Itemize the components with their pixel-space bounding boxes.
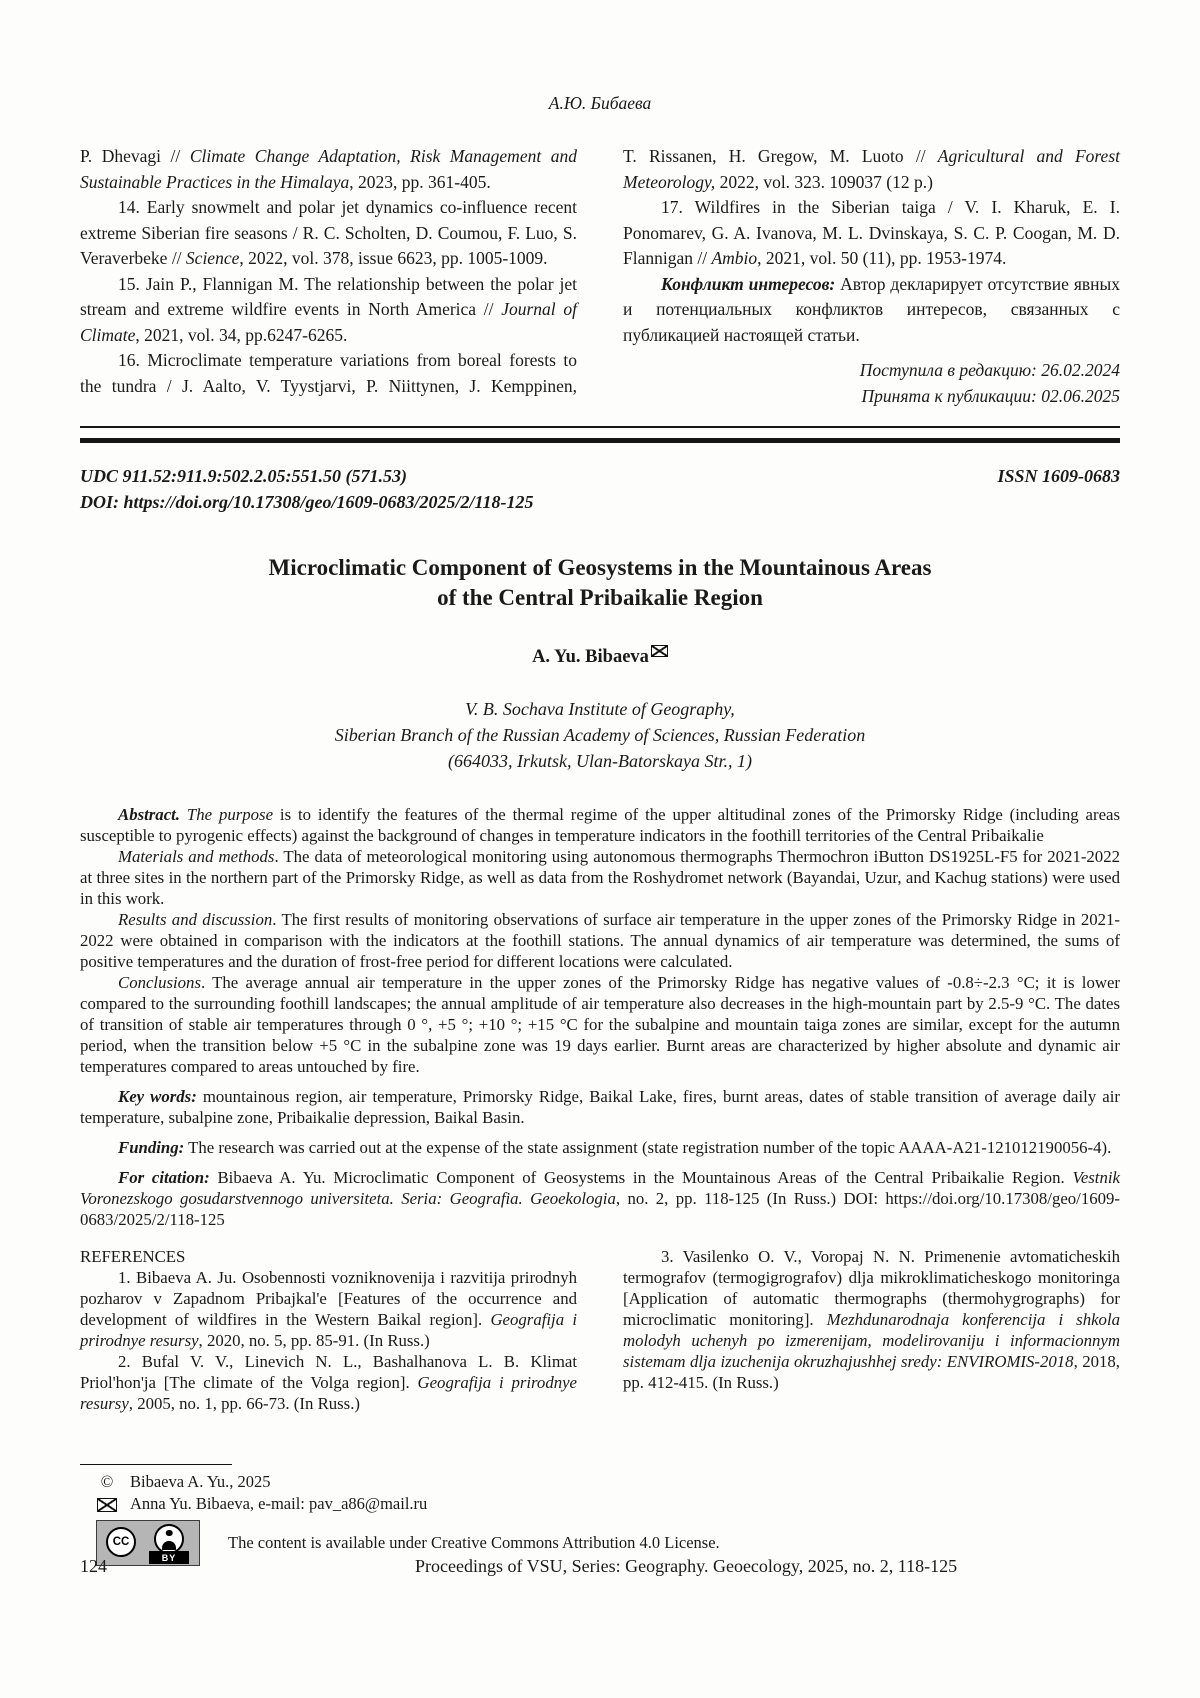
references-heading: REFERENCES bbox=[80, 1247, 186, 1266]
citation-note: For citation: Bibaeva A. Yu. Microclimatic Component of Geosystems in the Mountainous Areas of the Central Pribaikalie Region. Vestnik Voronezskogo gosudarstvennogo universiteta. Seria: Geografia. Geoekologia, no. 2, pp. 118-125 (In Russ.) DOI: https://doi.org/10.17308/geo/1609-0683/2025/2/118-125 bbox=[80, 1168, 1120, 1229]
article-meta bbox=[80, 463, 1120, 515]
reference-item: 17. Wildfires in the Siberian taiga / V. I. Kharuk, E. I. Ponomarev, G. A. Ivanova, M. L. Dvinskaya, S. C. P. Coogan, M. D. Flannigan // Ambio, 2021, vol. 50 (11), pp. 1953-1974. bbox=[623, 197, 1120, 268]
author-name: A. Yu. Bibaeva bbox=[532, 647, 649, 667]
issn-code: ISSN 1609-0683 bbox=[997, 466, 1120, 486]
affiliation-line: V. B. Sochava Institute of Geography, bbox=[465, 699, 735, 719]
copyright-text: Bibaeva A. Yu., 2025 bbox=[130, 1472, 271, 1491]
abstract-materials: Materials and methods. The data of meteorological monitoring using autonomous thermographs Thermochron iButton DS1925L-F5 for 2021-2022 at three sites in the northern part of the Primorsky Ridge, as well as data from the Roshydromet network (Bayandai, Uzur, and Kachug stations) were used in this work. bbox=[80, 847, 1120, 908]
reference-item: 1. Bibaeva A. Ju. Osobennosti vozniknovenija i razvitija prirodnyh pozharov v Zapadnom Pribajkal'e [Features of the occurrence and development of wildfires in the Western Baikal region]. Geografija i prirodnye resursy, 2020, no. 5, pp. 85-91. (In Russ.) bbox=[80, 1268, 577, 1350]
accepted-date: Принята к публикации: 02.06.2025 bbox=[861, 385, 1120, 406]
by-label: BY bbox=[149, 1551, 189, 1564]
corresponding-author-envelope-icon bbox=[651, 645, 668, 657]
author-line bbox=[80, 647, 1120, 668]
reference-item: 3. Vasilenko O. V., Voropaj N. N. Primenenie avtomaticheskih termografov (termogigrografov) dlja mikroklimaticheskogo monitoringa [Application of automatic thermographs (thermohygrographs) for microclimatic monitoring]. Mezhdunarodnaja konferencija i shkola molodyh uchenyh po izmerenijam, modelirovaniju i informacionnym sistemam dlja izuchenija okruzhajushhej sredy: ENVIROMIS-2018, 2018, pp. 412-415. (In Russ.) bbox=[623, 1247, 1120, 1392]
right-column bbox=[623, 144, 1120, 409]
footnote-block bbox=[80, 1464, 720, 1566]
references-left-column bbox=[80, 1246, 577, 1414]
left-column bbox=[80, 144, 577, 409]
abstract-section bbox=[80, 804, 1120, 1230]
footnote-rule bbox=[80, 1464, 232, 1465]
affiliation bbox=[80, 696, 1120, 774]
reference-item: 15. Jain P., Flannigan M. The relationship between the polar jet stream and extreme wildfire events in North America // Journal of Climate, 2021, vol. 34, pp.6247-6265. bbox=[80, 273, 577, 345]
reference-item: 2. Bufal V. V., Linevich N. L., Bashalhanova L. B. Klimat Priol'hon'ja [The climate of the Volga region]. Geografija i prirodnye resursy, 2005, no. 1, pp. 66-73. (In Russ.) bbox=[80, 1352, 578, 1413]
reference-item: 14. Early snowmelt and polar jet dynamics co-influence recent extreme Siberian fire seasons / R. C. Scholten, D. Coumou, F. Luo, S. Veraverbeke // Science, 2022, vol. 378, issue 6623, pp. 1005-1009. bbox=[80, 197, 577, 268]
doi-line: DOI: https://doi.org/10.17308/geo/1609-0683/2025/2/118-125 bbox=[80, 492, 534, 512]
abstract-purpose: Abstract. The purpose is to identify the features of the thermal regime of the upper altitudinal zones of the Primorsky Ridge (including areas susceptible to pyrogenic effects) against the background of changes in temperature indicators in the foothill territories of the Central Pribaikalie bbox=[80, 805, 1120, 845]
abstract-results: Results and discussion. The first results of monitoring observations of surface air temperature in the upper zones of the Primorsky Ridge in 2021-2022 were obtained in comparison with the indicators at the foothill stations. The annual dynamics of air temperature was determined, the sums of positive temperatures and the duration of frost-free period for different locations were calculated. bbox=[80, 910, 1120, 971]
references-right-column bbox=[623, 1246, 1120, 1414]
running-head: А.Ю. Бибаева bbox=[548, 93, 652, 113]
udc-code: UDC 911.52:911.9:502.2.05:551.50 (571.53) bbox=[80, 466, 407, 486]
section-divider-rule bbox=[80, 426, 1120, 443]
email-line bbox=[80, 1493, 720, 1515]
reference-item: P. Dhevagi // Climate Change Adaptation, Risk Management and Sustainable Practices in the Himalaya, 2023, pp. 361-405. bbox=[80, 146, 577, 192]
reference-item: T. Rissanen, H. Gregow, M. Luoto // Agricultural and Forest Meteorology, 2022, vol. 323. 109037 (12 p.) bbox=[623, 146, 1120, 192]
funding-note: Funding: The research was carried out at the expense of the state assignment (state registration number of the topic AAAA-A21-121012190056-4). bbox=[118, 1138, 1112, 1157]
affiliation-line: (664033, Irkutsk, Ulan-Batorskaya Str., 1) bbox=[448, 751, 752, 771]
copyright-line bbox=[80, 1471, 720, 1493]
article-title bbox=[80, 553, 1120, 613]
keywords: Key words: mountainous region, air temperature, Primorsky Ridge, Baikal Lake, fires, burnt areas, dates of stable transition of average daily air temperature, subalpine zone, Pribaikalie depression, Baikal Basin. bbox=[80, 1087, 1120, 1127]
page-number: 124 bbox=[80, 1556, 107, 1576]
envelope-icon bbox=[97, 1498, 117, 1512]
cc-icon: CC bbox=[106, 1527, 136, 1557]
title-line: Microclimatic Component of Geosystems in the Mountainous Areas bbox=[268, 555, 932, 580]
references-section bbox=[80, 1246, 1120, 1414]
conflict-of-interest-note: Конфликт интересов: Автор декларирует отсутствие явных и потенциальных конфликтов интересов, связанных с публикацией настоящей статьи. bbox=[623, 273, 1120, 345]
journal-footer-line: Proceedings of VSU, Series: Geography. Geoecology, 2025, no. 2, 118-125 bbox=[415, 1556, 958, 1576]
received-date: Поступила в редакцию: 26.02.2024 bbox=[859, 360, 1120, 380]
title-line: of the Central Pribaikalie Region bbox=[437, 585, 763, 610]
reference-item: 16. Microclimate temperature variations from boreal forests to the tundra / J. Aalto, V. Tyystjarvi, P. Niittynen, J. Kemppinen, bbox=[80, 350, 577, 396]
license-text: The content is available under Creative Commons Attribution 4.0 License. bbox=[228, 1533, 720, 1552]
article-dates bbox=[623, 358, 1120, 409]
cc-by-badge bbox=[96, 1520, 200, 1566]
affiliation-line: Siberian Branch of the Russian Academy of Sciences, Russian Federation bbox=[334, 725, 866, 745]
top-references-section bbox=[80, 144, 1120, 409]
email-text: Anna Yu. Bibaeva, e-mail: pav_a86@mail.ru bbox=[130, 1494, 428, 1513]
abstract-conclusions: Conclusions. The average annual air temperature in the upper zones of the Primorsky Ridge has negative values of -0.8÷-2.3 °C; it is lower compared to the surrounding foothill landscapes; the annual amplitude of air temperature also decreases in the high-mountain part by 2.5-9 °C. The dates of transition of stable air temperatures through 0 °, +5 °; +10 °; +15 °C for the subalpine and mountain taiga zones are similar, except for the autumn period, when the transition below +5 °C in the subalpine zone was 19 days earlier. Burnt areas are characterized by higher absolute and dynamic air temperatures compared to areas untouched by fire. bbox=[80, 973, 1120, 1076]
copyright-icon: © bbox=[100, 1472, 114, 1491]
